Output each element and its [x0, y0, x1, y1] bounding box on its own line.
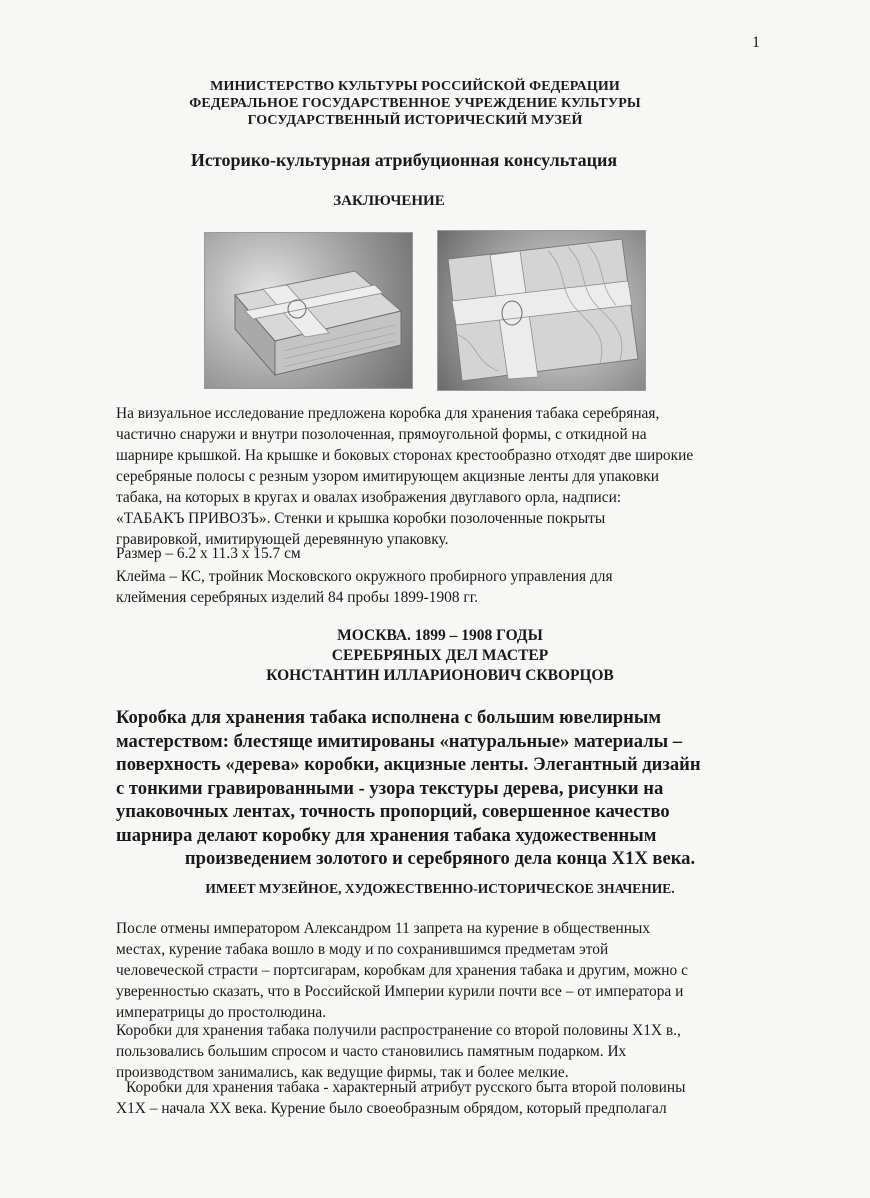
- assessment-line: поверхность «дерева» коробки, акцизные ленты. Элегантный дизайн: [116, 754, 701, 775]
- document-subtitle: Историко-культурная атрибуционная консультация: [190, 150, 618, 170]
- header-line-ministry: МИНИСТЕРСТВО КУЛЬТУРЫ РОССИЙСКОЙ ФЕДЕРАЦИИ: [210, 79, 620, 94]
- attribution-craft: СЕРЕБРЯНЫХ ДЕЛ МАСТЕР: [331, 647, 549, 664]
- object-description: [116, 403, 764, 550]
- history-line: местах, курение табака вошло в моду и по сохранившимся предметам этой: [116, 941, 609, 958]
- description-line: «ТАБАКЪ ПРИВОЗЪ». Стенки и крышка коробки позолоченные покрыты: [116, 510, 606, 527]
- history-line: производством занимались, как ведущие фирмы, так и более мелкие.: [116, 1064, 569, 1081]
- assessment-line: с тонкими гравированными - узора текстуры дерева, рисунки на: [116, 777, 664, 799]
- history-line: человеческой страсти – портсигарам, коробкам для хранения табака и другим, можно с: [116, 962, 688, 979]
- history-line: Коробки для хранения табака получили распространение со второй половины Х1Х в.,: [116, 1022, 681, 1039]
- description-line: серебряные полосы с резным узором имитирующем акцизные ленты для упаковки: [116, 468, 659, 485]
- history-line: Коробки для хранения табака - характерный атрибут русского быта второй половины: [126, 1079, 686, 1096]
- assessment-line: шарнира делают коробку для хранения табака художественным: [116, 824, 657, 846]
- hallmarks: [116, 566, 736, 608]
- ministry-header: [0, 78, 830, 129]
- header-line-museum: ГОСУДАРСТВЕННЫЙ ИСТОРИЧЕСКИЙ МУЗЕЙ: [247, 113, 583, 128]
- hallmarks-line: Клейма – КС, тройник Московского окружного пробирного управления для: [116, 568, 613, 585]
- history-line: императрицы до простолюдина.: [116, 1004, 327, 1021]
- photo-tobacco-box-lid: [437, 230, 646, 391]
- photo-tobacco-box-closed: [204, 232, 413, 389]
- page-number: 1: [752, 34, 760, 51]
- history-line: После отмены императором Александром 11 запрета на курение в общественных: [116, 920, 651, 937]
- description-line: На визуальное исследование предложена коробка для хранения табака серебряная,: [116, 405, 660, 422]
- description-line: частично снаружи и внутри позолоченная, прямоугольной формы, с откидной на: [116, 426, 647, 443]
- history-line: уверенностью сказать, что в Российской Империи курили почти все – от императора и: [116, 983, 684, 1000]
- object-size: Размер – 6.2 х 11.3 х 15.7 см: [116, 545, 301, 562]
- history-line: Х1Х – начала ХХ века. Курение было своеобразным обрядом, который предполагал: [116, 1100, 667, 1117]
- description-line: табака, на которых в кругах и овалах изображения двуглавого орла, надписи:: [116, 489, 622, 506]
- assessment-last-line: произведением золотого и серебряного дела конца Х1Х века.: [184, 848, 696, 869]
- hallmarks-line: клеймения серебряных изделий 84 пробы 1899-1908 гг.: [116, 589, 479, 606]
- assessment-line: мастерством: блестяще имитированы «натуральные» материалы –: [116, 730, 683, 752]
- museum-value-statement: ИМЕЕТ МУЗЕЙНОЕ, ХУДОЖЕСТВЕННО-ИСТОРИЧЕСКОЕ ЗНАЧЕНИЕ.: [205, 881, 675, 896]
- history-paragraph-1: [116, 918, 764, 1023]
- attribution-place-date: МОСКВА. 1899 – 1908 ГОДЫ: [337, 627, 543, 644]
- history-paragraph-2: [116, 1020, 764, 1083]
- description-line: гравировкой, имитирующей деревянную упаковку.: [116, 531, 449, 548]
- assessment-line: упаковочных лентах, точность пропорций, совершенное качество: [116, 801, 670, 822]
- attribution-master: КОНСТАНТИН ИЛЛАРИОНОВИЧ СКВОРЦОВ: [266, 667, 614, 684]
- header-line-institution: ФЕДЕРАЛЬНОЕ ГОСУДАРСТВЕННОЕ УЧРЕЖДЕНИЕ КУЛЬТУРЫ: [189, 96, 641, 111]
- history-line: пользовались большим спросом и часто становились памятным подарком. Их: [116, 1043, 627, 1060]
- expert-assessment: [116, 706, 764, 871]
- attribution-block: [0, 626, 870, 686]
- history-paragraph-3: [116, 1077, 764, 1119]
- conclusion-heading: ЗАКЛЮЧЕНИЕ: [333, 193, 445, 209]
- assessment-line: Коробка для хранения табака исполнена с большим ювелирным: [116, 707, 662, 728]
- description-line: шарнире крышкой. На крышке и боковых сторонах крестообразно отходят две широкие: [116, 447, 694, 464]
